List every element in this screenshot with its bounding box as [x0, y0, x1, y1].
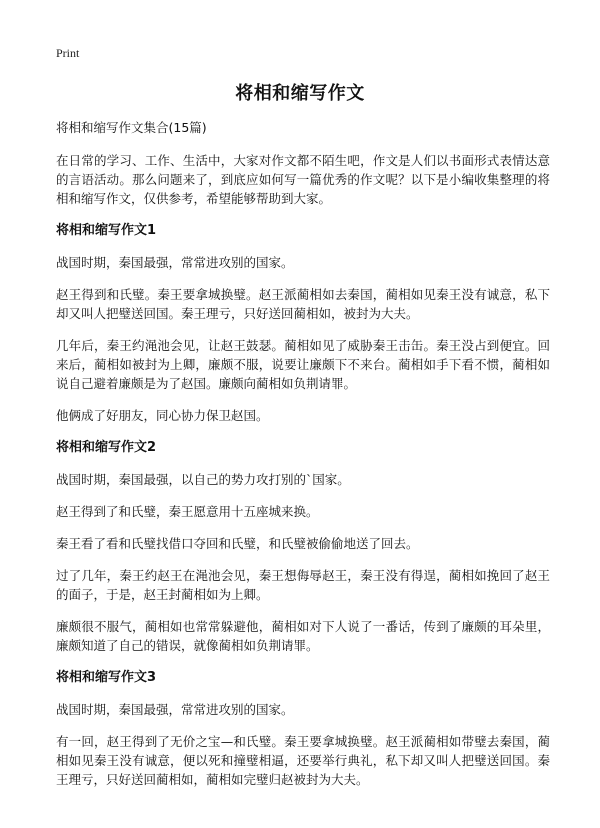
- document-subtitle: 将相和缩写作文集合(15篇): [56, 120, 207, 135]
- paragraph: 秦王看了看和氏璧找借口夺回和氏璧，和氏璧被偷偷地送了回去。: [56, 536, 419, 551]
- paragraph: 战国时期，秦国最强，常常进攻别的国家。: [56, 702, 294, 717]
- paragraph: 战国时期，秦国最强，以自己的势力攻打别的`国家。: [56, 472, 350, 487]
- section-heading: 将相和缩写作文1: [56, 223, 157, 238]
- paragraph: 他俩成了好朋友，同心协力保卫赵国。: [56, 408, 269, 423]
- paragraph: 几年后，秦王约渑池会见，让赵王鼓瑟。蔺相如见了威胁秦王击缶。秦王没占到便宜。回来后，蔺相如被封为上卿，廉颇不服，说要让廉颇下不来台。蔺相如手下看不惯，蔺相如说自己避着廉颇是为了赵国。廉颇向蔺相如负荆请罪。: [56, 338, 550, 391]
- paragraph: 有一回，赵王得到了无价之宝—和氏璧。秦王要拿城换璧。赵王派蔺相如带璧去秦国，蔺相如见秦王没有诚意，便以死和撞璧相逼，还要举行典礼，私下却又叫人把璧送回国。秦王理亏，只好送回蔺相如，蔺相如完璧归赵被封为大夫。: [56, 734, 550, 787]
- section-heading: 将相和缩写作文3: [56, 670, 157, 685]
- paragraph: 战国时期，秦国最强，常常进攻别的国家。: [56, 255, 294, 270]
- section-2: [56, 438, 550, 655]
- section-3: [56, 668, 550, 789]
- intro-paragraph: 在日常的学习、工作、生活中，大家对作文都不陌生吧，作文是人们以书面形式表情达意的言语活动。那么问题来了，到底应如何写一篇优秀的作文呢？以下是小编收集整理的将相和缩写作文，仅供参考，希望能够帮助到大家。: [56, 153, 550, 206]
- section-1: [56, 221, 550, 425]
- paragraph: 赵王得到和氏璧。秦王要拿城换璧。赵王派蔺相如去秦国，蔺相如见秦王没有诚意，私下却又叫人把璧送回国。秦王理亏，只好送回蔺相如，被封为大夫。: [56, 287, 550, 321]
- paragraph: 廉颇很不服气，蔺相如也常常躲避他，蔺相如对下人说了一番话，传到了廉颇的耳朵里，廉颇知道了自己的错误，就像蔺相如负荆请罪。: [56, 619, 550, 653]
- section-heading: 将相和缩写作文2: [56, 440, 157, 455]
- paragraph: 过了几年，秦王约赵王在渑池会见，秦王想侮辱赵王，秦王没有得逞，蔺相如挽回了赵王的面子，于是，赵王封蔺相如为上卿。: [56, 568, 550, 602]
- page-title: 将相和缩写作文: [235, 83, 365, 104]
- paragraph: 赵王得到了和氏璧，秦王愿意用十五座城来换。: [56, 504, 319, 519]
- document-body: [56, 118, 550, 802]
- print-link[interactable]: Print: [56, 46, 80, 60]
